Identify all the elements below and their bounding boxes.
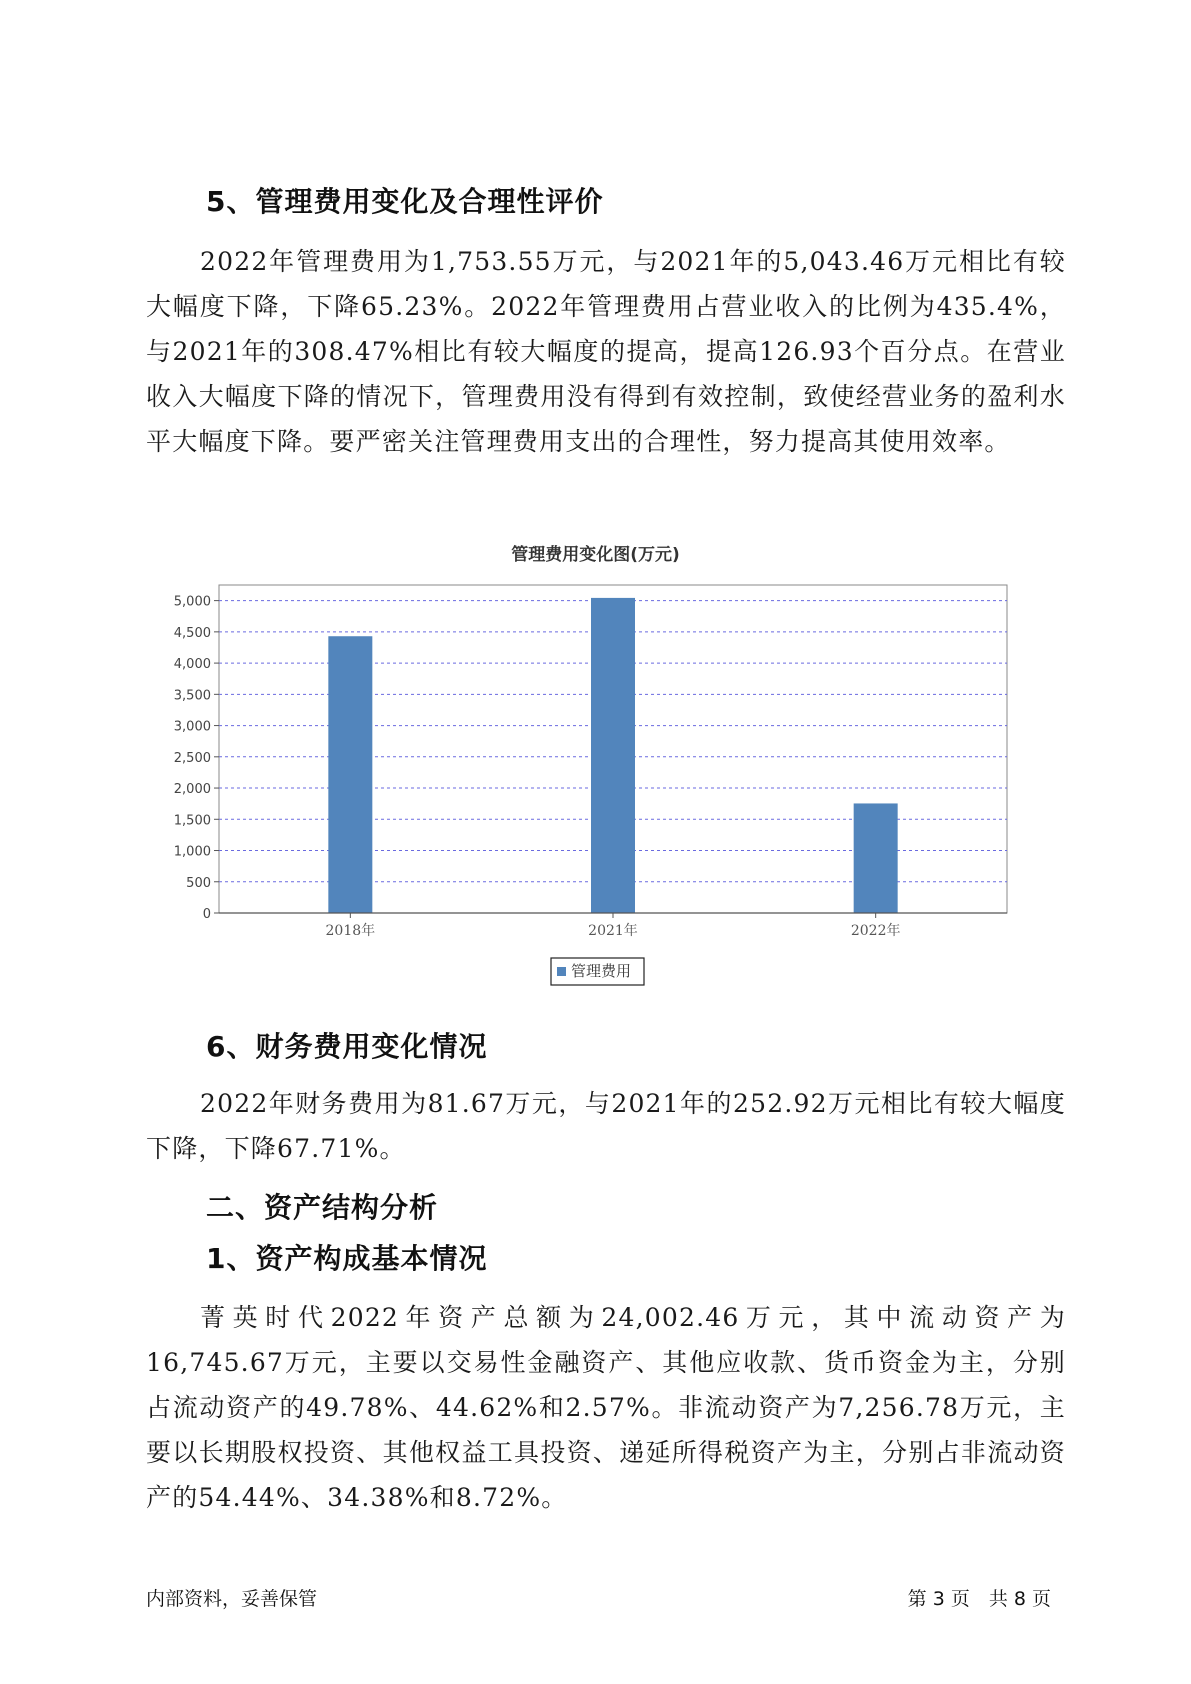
y-axis-ticks [174, 595, 219, 922]
section-6-heading: 6、财务费用变化情况 [206, 1030, 488, 1063]
section-1-paragraph: 菁英时代2022年资产总额为24,002.46万元，其中流动资产为16,745.67万元，主要以交易性金融资产、其他应收款、货币资金为主，分别占流动资产的49.78%、44.62%和2.57%。非流动资产为7,256.78万元，主要以长期股权投资、其他权益工具投资、递延所得税资产为主，分别占非流动资产的54.44%、34.38%和8.72%。 [146, 1303, 1066, 1512]
y-tick-label: 2,000 [173, 782, 211, 798]
legend-swatch [557, 967, 566, 976]
part-2-heading: 二、资产结构分析 [206, 1191, 439, 1224]
y-tick-label: 1,500 [173, 813, 211, 829]
x-axis-ticks [326, 913, 901, 939]
y-tick-label: 1,000 [173, 844, 211, 860]
section-5-paragraph: 2022年管理费用为1,753.55万元，与2021年的5,043.46万元相比有较大幅度下降，下降65.23%。2022年管理费用占营业收入的比例为435.4%，与2021年的308.47%相比有较大幅度的提高，提高126.93个百分点。在营业收入大幅度下降的情况下，管理费用没有得到有效控制，致使经营业务的盈利水平大幅度下降。要严密关注管理费用支出的合理性，努力提高其使用效率。 [146, 247, 1066, 456]
x-tick-label: 2021年 [588, 923, 638, 939]
y-tick-label: 3,500 [173, 688, 211, 704]
chart-title: 管理费用变化图(万元) [511, 545, 680, 565]
y-tick-label: 4,000 [173, 657, 211, 673]
x-tick-label: 2022年 [850, 923, 901, 939]
bar [854, 803, 898, 913]
footer-page-number: 第 3 页 共 8 页 [907, 1588, 1051, 1610]
legend [551, 958, 644, 985]
footer-confidential-note: 内部资料，妥善保管 [146, 1588, 318, 1610]
bar [591, 598, 635, 913]
section-1-heading: 1、资产构成基本情况 [206, 1242, 488, 1275]
bar [328, 636, 372, 913]
y-tick-label: 4,500 [173, 625, 211, 641]
x-tick-label: 2018年 [325, 923, 376, 939]
section-6-paragraph: 2022年财务费用为81.67万元，与2021年的252.92万元相比有较大幅度下降，下降67.71%。 [146, 1089, 1066, 1163]
legend-label: 管理费用 [571, 962, 632, 980]
y-tick-label: 3,000 [173, 719, 211, 735]
y-tick-label: 0 [202, 907, 211, 922]
y-tick-label: 500 [186, 875, 211, 891]
section-5-heading: 5、管理费用变化及合理性评价 [206, 185, 604, 218]
y-tick-label: 5,000 [173, 594, 211, 610]
y-tick-label: 2,500 [173, 750, 211, 766]
